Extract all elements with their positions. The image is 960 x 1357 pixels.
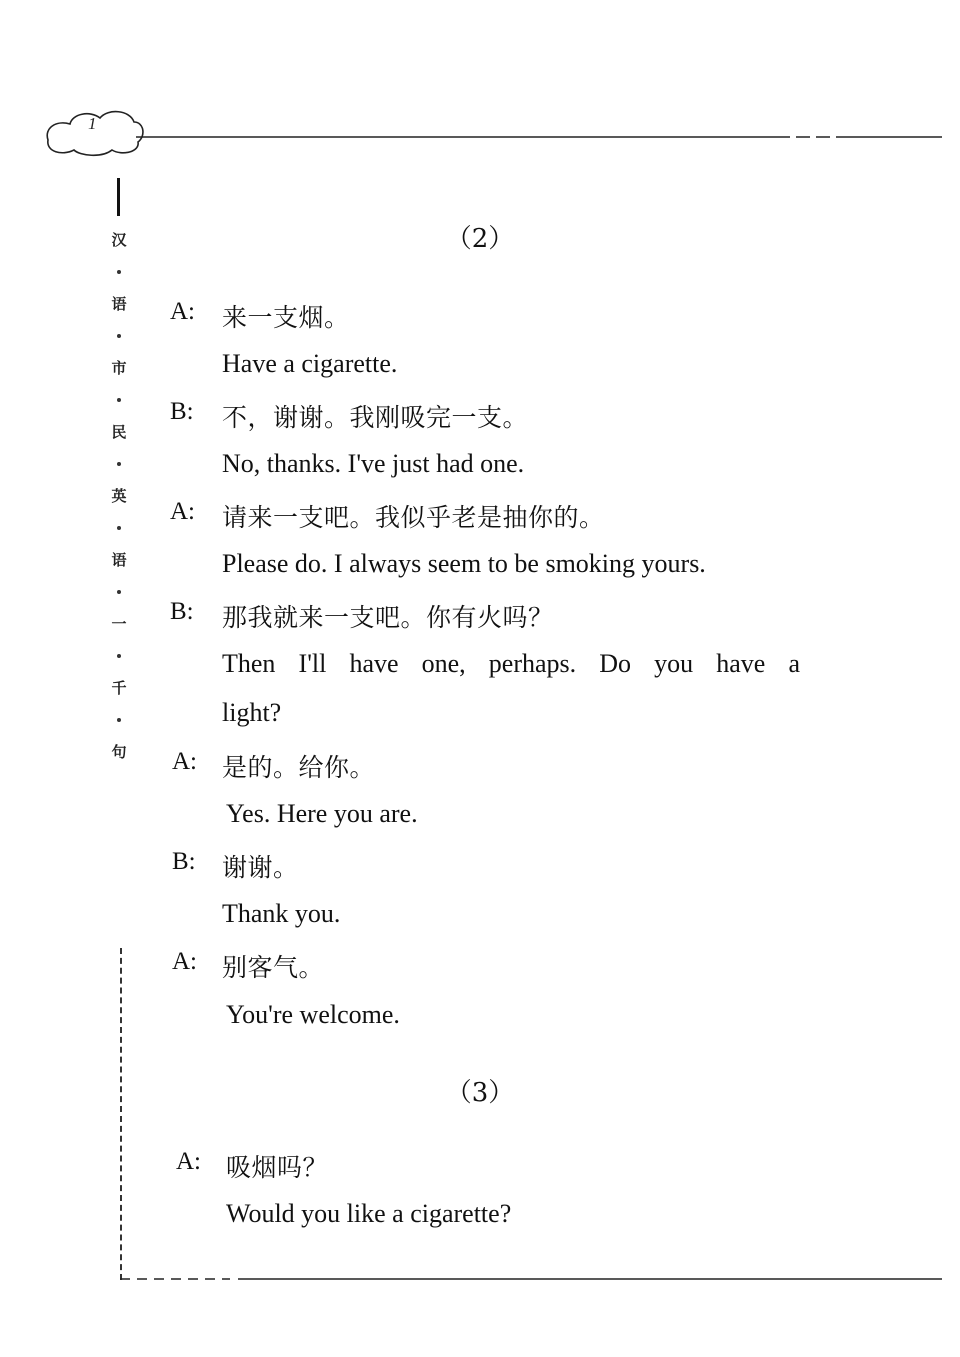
side-title-char: 句 (111, 743, 127, 761)
english-line: Yes. Here you are. (226, 799, 418, 828)
side-title-char: 汉 (111, 231, 127, 249)
english-line: Have a cigarette. (222, 349, 398, 378)
side-title-char: 一 (111, 615, 127, 633)
side-title-char: 语 (111, 551, 127, 569)
side-bar-top (117, 178, 120, 216)
chinese-line: 是的。给你。 (222, 753, 376, 782)
chinese-line: 那我就来一支吧。你有火吗？ (222, 603, 554, 632)
side-title-dot (117, 718, 121, 722)
chinese-line: 谢谢。 (222, 853, 299, 882)
side-title-dot (117, 654, 121, 658)
chinese-line: 不，谢谢。我刚吸完一支。 (222, 403, 529, 432)
page-number: 1 (88, 114, 97, 133)
english-line: Then I'll have one, perhaps. Do you have a (222, 649, 800, 678)
side-title-char: 英 (111, 487, 127, 505)
footer-rule (120, 1272, 942, 1286)
chinese-line: 别客气。 (222, 953, 325, 982)
side-title-char: 千 (111, 679, 127, 697)
speaker-label: B: (170, 398, 194, 425)
speaker-label: A: (172, 948, 197, 975)
header-rule (136, 128, 942, 142)
side-title-dot (117, 590, 121, 594)
side-title-dot (117, 526, 121, 530)
english-line: You're welcome. (226, 1000, 400, 1029)
side-bar-bottom (120, 948, 122, 1280)
speaker-label: B: (172, 848, 196, 875)
speaker-label: A: (176, 1148, 201, 1175)
side-title-char: 市 (111, 359, 127, 377)
section-title: （3） (445, 1078, 515, 1108)
speaker-label: A: (172, 748, 197, 775)
english-line: Please do. I always seem to be smoking yours. (222, 549, 706, 578)
chinese-line: 来一支烟。 (222, 303, 350, 332)
side-vertical-title (104, 230, 134, 762)
speaker-label: A: (170, 298, 195, 325)
english-line: No, thanks. I've just had one. (222, 449, 525, 478)
speaker-label: B: (170, 598, 194, 625)
chinese-line: 吸烟吗？ (226, 1153, 329, 1182)
speaker-label: A: (170, 498, 195, 525)
side-title-dot (117, 462, 121, 466)
english-line: Would you like a cigarette? (226, 1199, 512, 1228)
english-line: light? (222, 698, 282, 727)
chinese-line: 请来一支吧。我似乎老是抽你的。 (222, 503, 605, 532)
english-line: Thank you. (222, 899, 341, 928)
side-title-dot (117, 398, 121, 402)
side-title-char: 语 (111, 295, 127, 313)
side-title-dot (117, 270, 121, 274)
side-title-char: 民 (111, 423, 127, 441)
side-title-dot (117, 334, 121, 338)
section-title: （2） (445, 224, 515, 254)
